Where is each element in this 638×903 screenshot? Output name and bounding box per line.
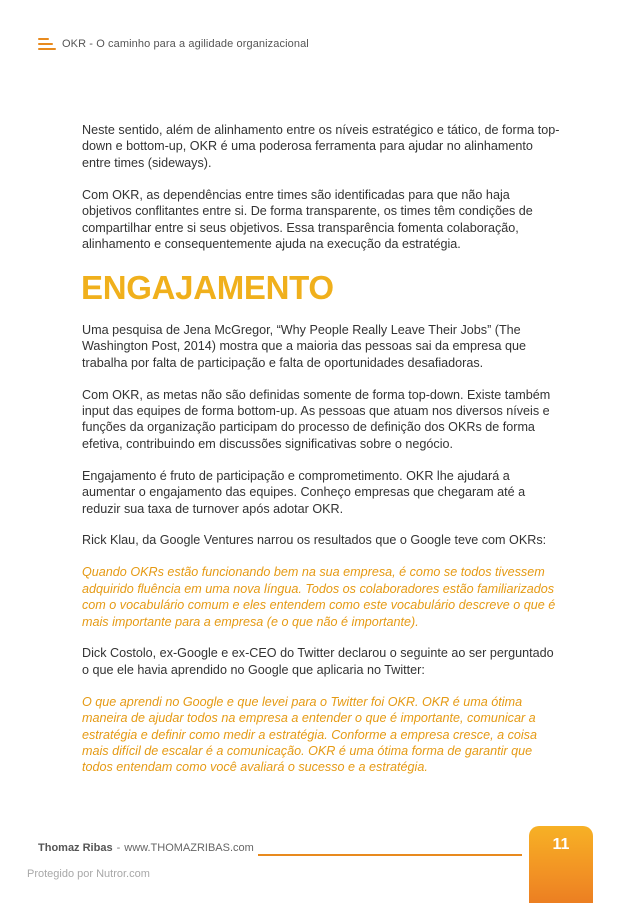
body-paragraph: Com OKR, as metas não são definidas somente de forma top-down. Existe também input das equipes de forma bottom-up. As pessoas que atuam nos diversos níveis e funções da organização participam do processo de definição dos OKRs de forma efetiva, contribuindo em discussões significativas sobre o negócio. — [82, 387, 551, 451]
footer-divider — [258, 854, 522, 856]
section-title: ENGAJAMENTO — [81, 268, 334, 306]
page-header — [38, 36, 309, 52]
menu-lines-icon — [38, 37, 56, 51]
footer-website-link[interactable]: www.THOMAZRIBAS.com — [124, 842, 254, 854]
intro-paragraph: Neste sentido, além de alinhamento entre os níveis estratégico e tático, de forma top-down e bottom-up, OKR é uma poderosa ferramenta para ajudar no alinhamento entre times (sideways). — [82, 123, 560, 170]
body-paragraph: Dick Costolo, ex-Google e ex-CEO do Twitter declarou o seguinte ao ser perguntado o que ele havia aprendido no Google que aplicaria no Twitter: — [82, 646, 554, 677]
body-paragraph: Rick Klau, da Google Ventures narrou os resultados que o Google teve com OKRs: — [82, 533, 547, 548]
quote-rick-klau: Quando OKRs estão funcionando bem na sua empresa, é como se todos tivessem adquirido fluência em uma nova língua. Todos os colaboradores estão familiarizados com o vocabulário comum e eles entendem como este vocabulário descreve o que é mais importante para a empresa (e o que não é importante). — [82, 565, 556, 629]
header-title: OKR - O caminho para a agilidade organizacional — [62, 38, 309, 50]
watermark-text: Protegido por Nutror.com — [27, 868, 150, 880]
quote-dick-costolo: O que aprendi no Google e que levei para o Twitter foi OKR. OKR é uma ótima maneira de ajudar todos na empresa a entender o que é importante, comunicar a estratégia e definir como medir a estratégia. Conforme a empresa cresce, a coisa mais difícil de escalar é a comunicação. OKR é uma ótima forma de garantir que todos entendam como você avaliará o sucesso e a estratégia. — [82, 694, 537, 775]
page-number: 11 — [552, 836, 570, 853]
intro-paragraph: Com OKR, as dependências entre times são identificadas para que não haja objetivos conflitantes entre si. De forma transparente, os times têm condições de compartilhar entre si seus objetivos. Essa transparência fomenta colaboração, alinhamento e consequentemente ajuda na execução da estratégia. — [82, 187, 533, 251]
footer-separator: - — [116, 842, 121, 854]
footer-author: Thomaz Ribas — [38, 842, 113, 854]
page-content — [82, 122, 562, 791]
body-paragraph: Engajamento é fruto de participação e comprometimento. OKR lhe ajudará a aumentar o engajamento das equipes. Conheço empresas que chegaram até a reduzir sua taxa de turnover após adotar OKR. — [82, 468, 526, 516]
page-footer — [38, 842, 254, 854]
body-paragraph: Uma pesquisa de Jena McGregor, “Why People Really Leave Their Jobs” (The Washington Post, 2014) mostra que a maioria das pessoas sai da empresa que trabalha por falta de participação e falta de oportunidades desafiadoras. — [82, 322, 527, 370]
